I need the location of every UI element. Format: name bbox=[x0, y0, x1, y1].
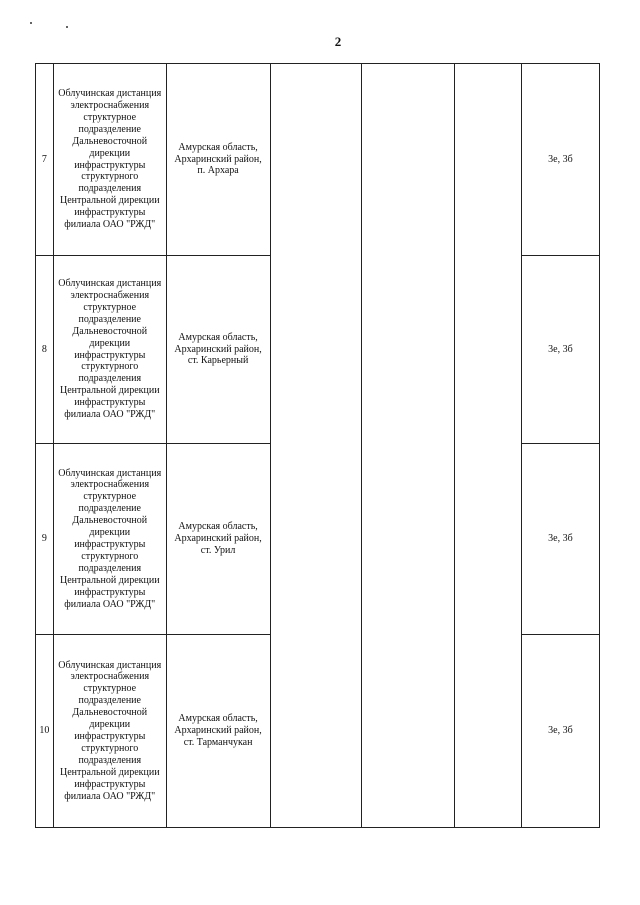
code-cell: 3е, 3б bbox=[521, 635, 599, 828]
facilities-table bbox=[35, 63, 600, 828]
page-number: 2 bbox=[334, 34, 342, 49]
code-cell: 3е, 3б bbox=[521, 256, 599, 444]
organization-cell: Облучинская дистанция электроснабжения структурное подразделение Дальневосточной дирекции инфраструктуры структурного подразделения Центральной дирекции инфраструктуры филиала ОАО "РЖД" bbox=[53, 444, 166, 635]
empty-merged-cell bbox=[362, 64, 455, 828]
code-cell: 3е, 3б bbox=[521, 444, 599, 635]
scan-speck bbox=[66, 26, 68, 28]
address-cell: Амурская область, Архаринский район, п. Архара bbox=[166, 64, 270, 256]
address-cell: Амурская область, Архаринский район, ст. Тарманчукан bbox=[166, 635, 270, 828]
empty-merged-cell bbox=[454, 64, 521, 828]
row-number: 9 bbox=[36, 444, 54, 635]
scan-speck bbox=[30, 22, 32, 24]
row-number: 7 bbox=[36, 64, 54, 256]
address-cell: Амурская область, Архаринский район, ст. Урил bbox=[166, 444, 270, 635]
address-cell: Амурская область, Архаринский район, ст. Карьерный bbox=[166, 256, 270, 444]
organization-cell: Облучинская дистанция электроснабжения структурное подразделение Дальневосточной дирекции инфраструктуры структурного подразделения Центральной дирекции инфраструктуры филиала ОАО "РЖД" bbox=[53, 256, 166, 444]
organization-cell: Облучинская дистанция электроснабжения структурное подразделение Дальневосточной дирекции инфраструктуры структурного подразделения Центральной дирекции инфраструктуры филиала ОАО "РЖД" bbox=[53, 64, 166, 256]
empty-merged-cell bbox=[270, 64, 362, 828]
organization-cell: Облучинская дистанция электроснабжения структурное подразделение Дальневосточной дирекции инфраструктуры структурного подразделения Центральной дирекции инфраструктуры филиала ОАО "РЖД" bbox=[53, 635, 166, 828]
code-cell: 3е, 3б bbox=[521, 64, 599, 256]
row-number: 10 bbox=[36, 635, 54, 828]
table-row bbox=[36, 64, 600, 256]
row-number: 8 bbox=[36, 256, 54, 444]
